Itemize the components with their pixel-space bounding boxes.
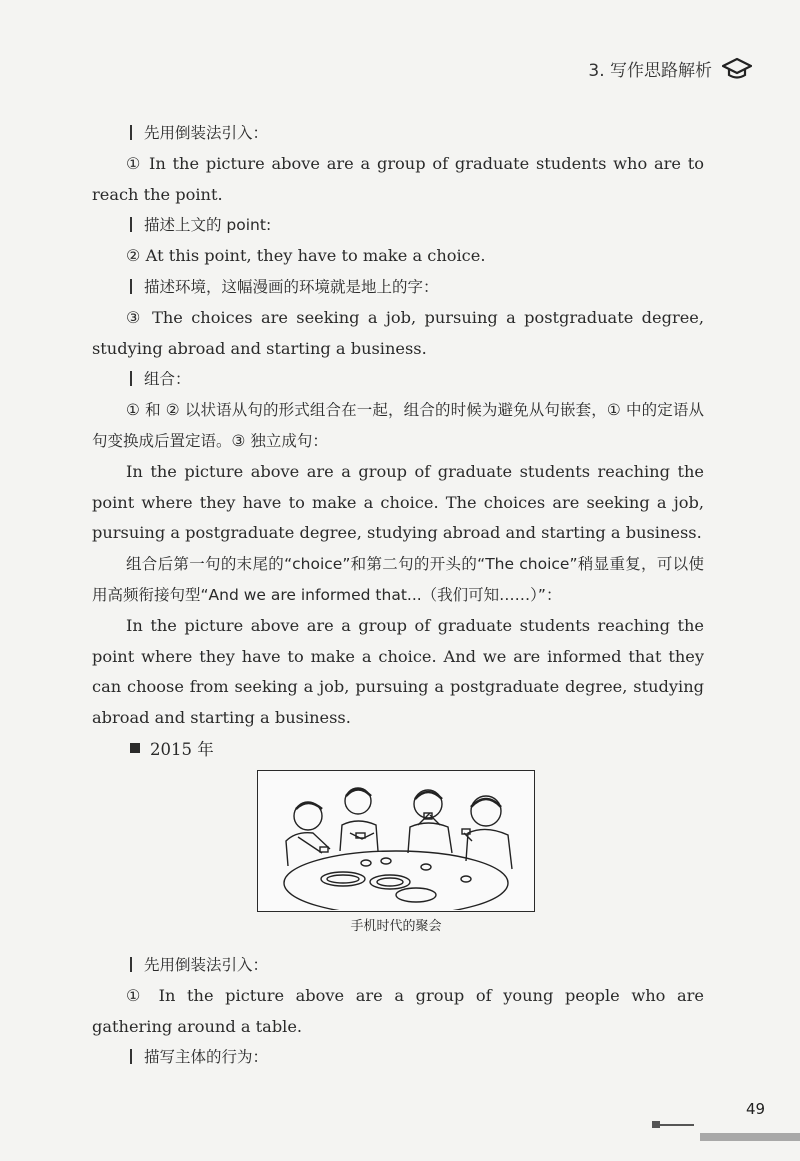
- annotation: 组合：: [92, 364, 704, 395]
- annotation: 描述上文的 point:: [92, 210, 704, 241]
- page-number: 49: [746, 1100, 766, 1118]
- annotation-bar: [130, 217, 132, 232]
- annotation: 先用倒装法引入：: [92, 118, 704, 149]
- paragraph: ① In the picture above are a group of young people who are gathering around a table.: [92, 985, 704, 1036]
- paragraph: 组合后第一句的末尾的“choice”和第二句的开头的“The choice”稍显重复，可以使用高频衔接句型“And we are informed that...（我们可知……）”：: [92, 555, 704, 604]
- annotation: 先用倒装法引入：: [92, 950, 704, 981]
- paragraph: In the picture above are a group of graduate students reaching the point where they have to make a choice. And we are informed that they can choose from seeking a job, pursuing a postgraduate degree, studying abroad and starting a business.: [92, 615, 704, 728]
- paragraph: ① In the picture above are a group of graduate students who are to reach the point.: [92, 153, 704, 204]
- paragraph: ① 和 ② 以状语从句的形式组合在一起，组合的时候为避免从句嵌套，① 中的定语从句变换成后置定语。③ 独立成句：: [92, 401, 704, 450]
- paragraph: ② At this point, they have to make a choice.: [126, 246, 486, 266]
- footer-decoration-line: [658, 1124, 694, 1126]
- graduation-cap-icon: [722, 57, 752, 81]
- people-at-table-illustration: [258, 771, 533, 910]
- bullet-square-icon: [130, 743, 140, 753]
- paragraph: ③ The choices are seeking a job, pursuing a postgraduate degree, studying abroad and starting a business.: [92, 307, 704, 358]
- figure-caption: 手机时代的聚会: [350, 919, 442, 934]
- annotation-bar: [130, 125, 132, 140]
- annotation-bar: [130, 1049, 132, 1064]
- section-1-body: [92, 118, 704, 734]
- paragraph: In the picture above are a group of graduate students reaching the point where they have to make a choice. The choices are seeking a job, pursuing a postgraduate degree, studying abroad and starting a business.: [92, 461, 704, 543]
- section-2-body: [92, 950, 704, 1073]
- cartoon-figure: [257, 770, 535, 912]
- annotation: 描写主体的行为：: [92, 1042, 704, 1073]
- section-title: 3. 写作思路解析: [588, 61, 712, 81]
- annotation-bar: [130, 957, 132, 972]
- year-heading: 2015 年: [130, 736, 214, 760]
- annotation: 描述环境，这幅漫画的环境就是地上的字：: [92, 272, 704, 303]
- annotation-bar: [130, 279, 132, 294]
- annotation-bar: [130, 371, 132, 386]
- running-header: [588, 56, 752, 81]
- footer-bar: [700, 1133, 800, 1141]
